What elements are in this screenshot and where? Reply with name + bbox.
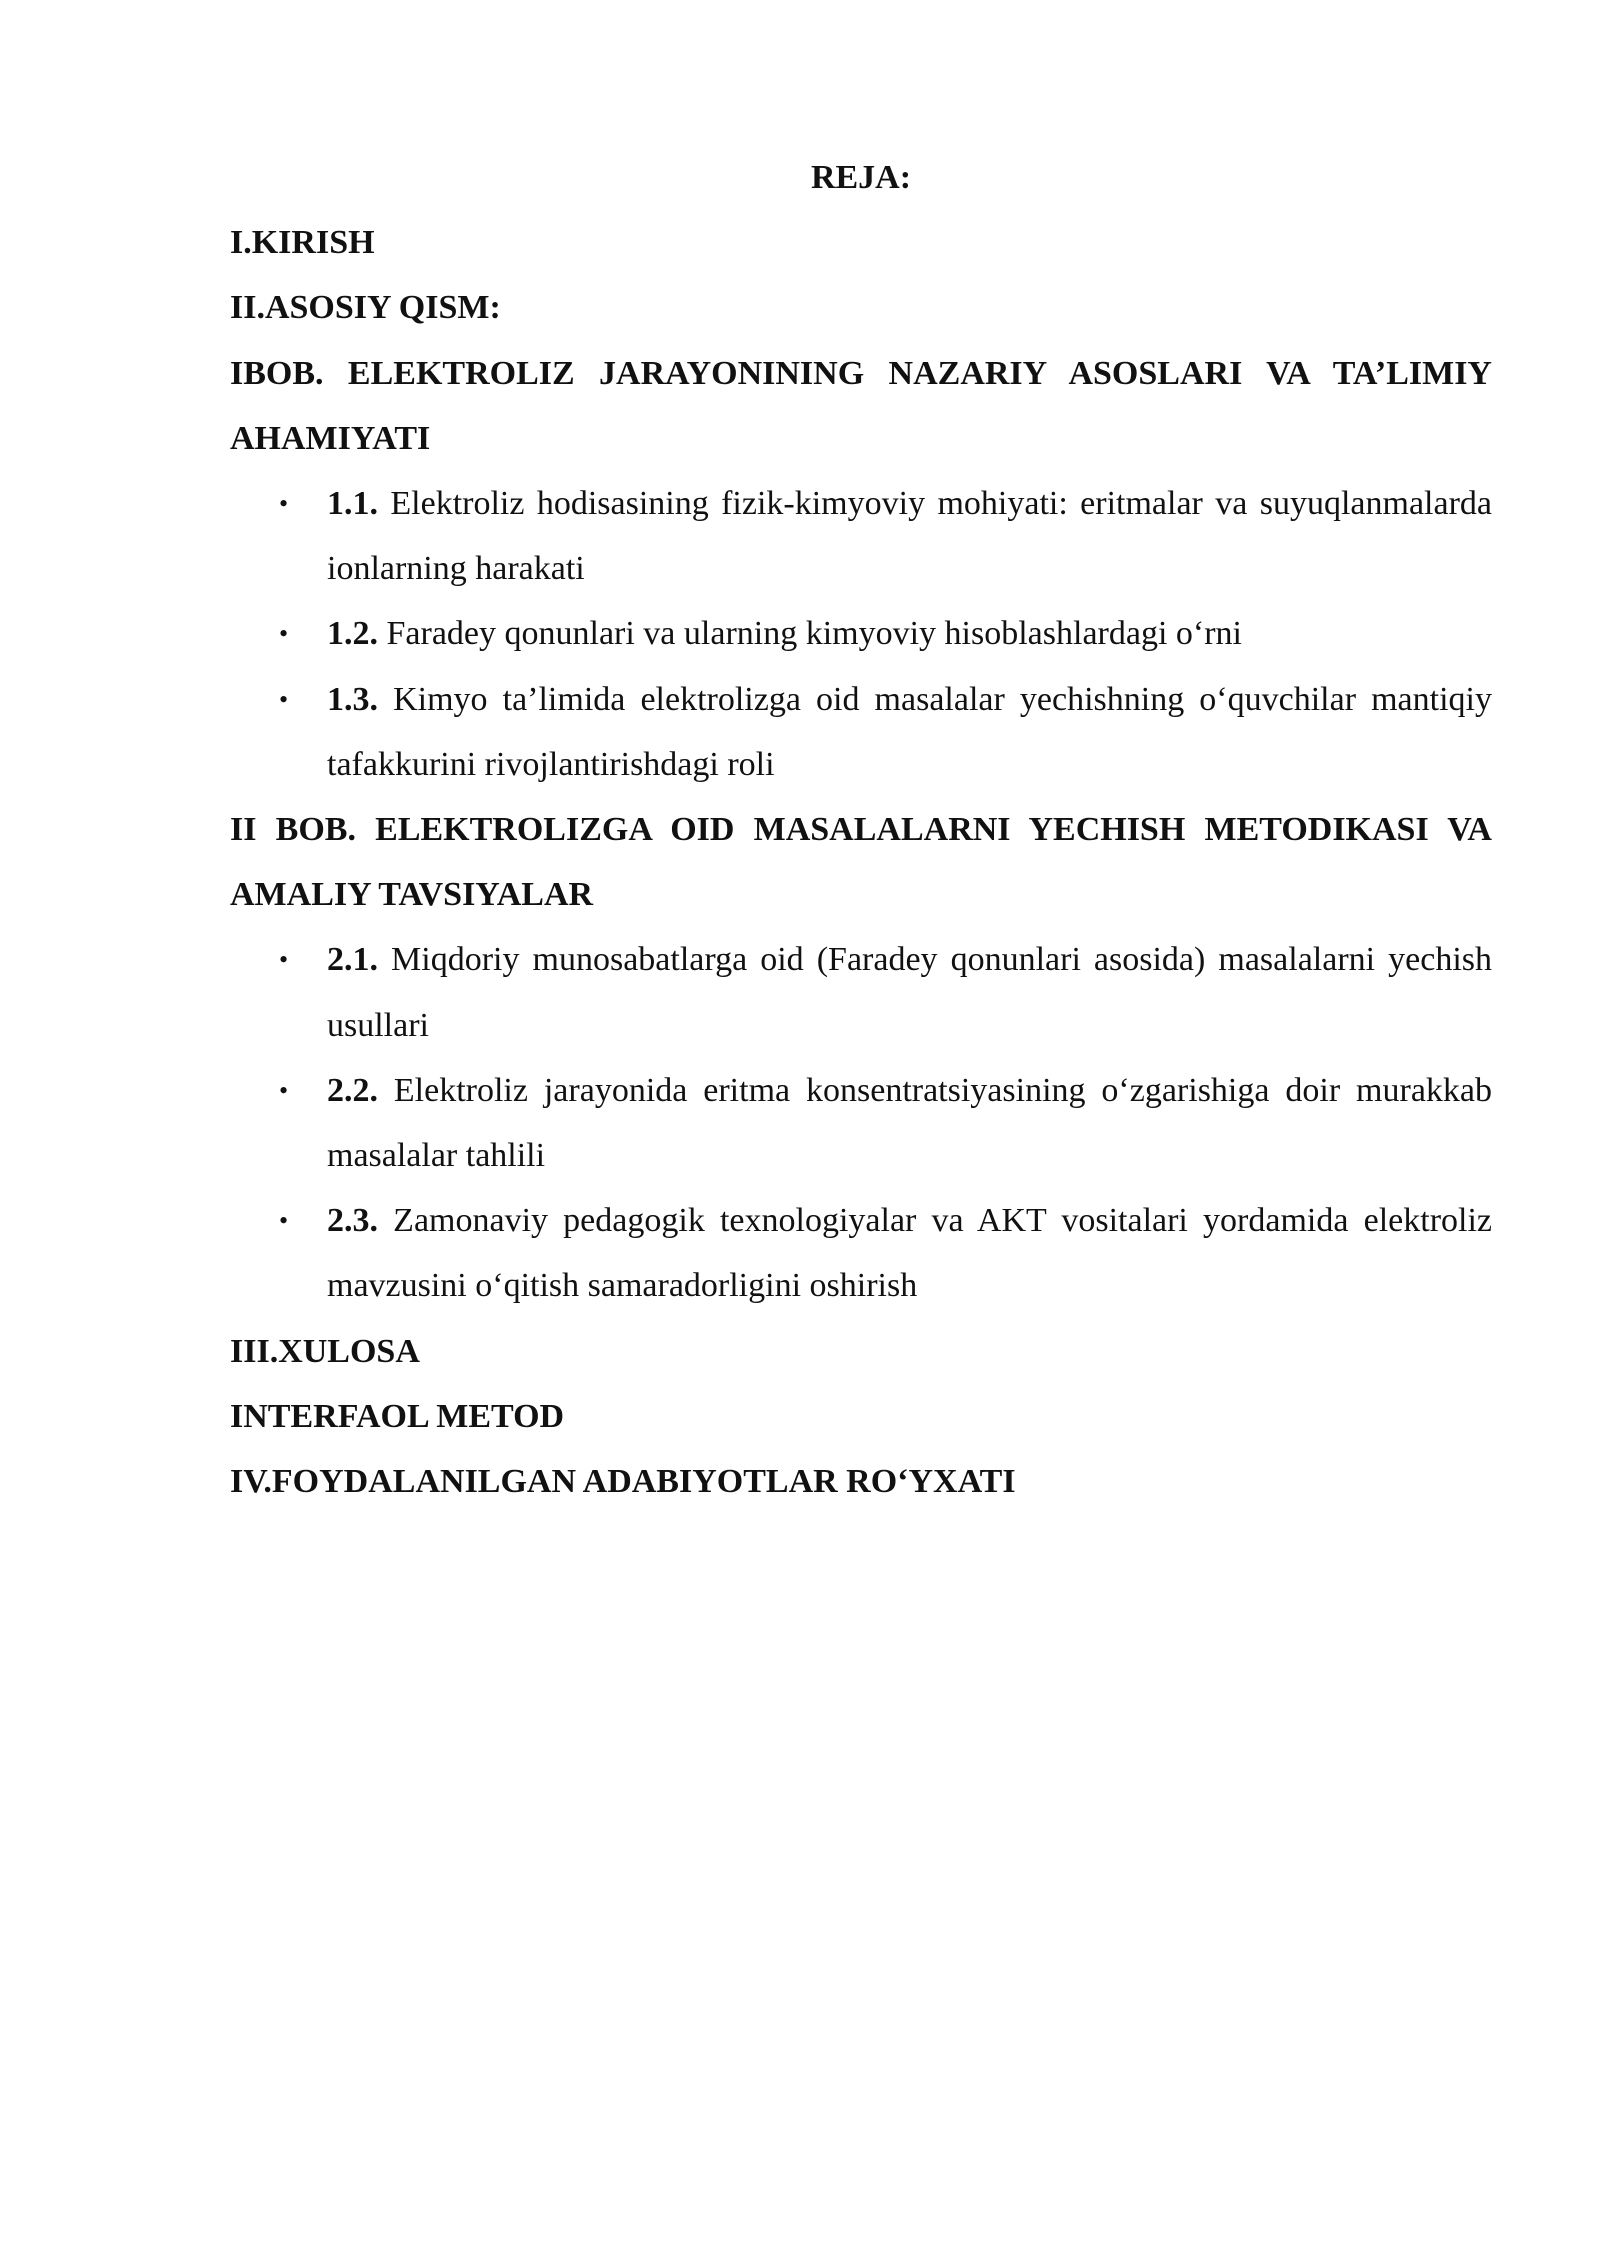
bullet-icon: • (279, 684, 289, 714)
subsection-text: Miqdoriy munosabatlarga oid (Faradey qonunlari asosida) masalalarni yechish usullari (327, 941, 1492, 1044)
subsection-1-1 (230, 471, 1492, 601)
subsection-2-2 (230, 1058, 1492, 1188)
subsection-1-2 (230, 601, 1492, 666)
section-asosiy-qism: II.ASOSIY QISM: (230, 289, 501, 327)
subsection-text: Zamonaviy pedagogik texnologiyalar va AKT vositalari yordamida elektroliz mavzusini o‘qitish samaradorligini oshirish (327, 1202, 1492, 1305)
subsection-number: 2.2. (327, 1071, 378, 1109)
bullet-icon: • (279, 1206, 289, 1236)
subsection-2-1 (230, 927, 1492, 1057)
section-chapter-2: II BOB. ELEKTROLIZGA OID MASALALARNI YECHISH METODIKASI VA AMALIY TAVSIYALAR (230, 811, 1492, 914)
section-interfaol-metod: INTERFAOL METOD (230, 1397, 565, 1435)
subsection-2-3 (230, 1188, 1492, 1318)
bullet-icon: • (279, 945, 289, 975)
document-page (230, 145, 1492, 1514)
subsection-text: Elektroliz hodisasining fizik-kimyoviy mohiyati: eritmalar va suyuqlanmalarda ionlarning harakati (327, 485, 1492, 588)
subsection-text: Faradey qonunlari va ularning kimyoviy hisoblashlardagi o‘rni (378, 615, 1242, 653)
plan-title-text: REJA: (810, 159, 912, 196)
subsection-number: 1.2. (327, 615, 378, 653)
subsection-text: Kimyo ta’limida elektrolizga oid masalalar yechishning o‘quvchilar mantiqiy tafakkurini rivojlantirishdagi roli (327, 680, 1492, 783)
subsection-number: 1.1. (327, 485, 378, 523)
chapter-2-subsections (230, 927, 1492, 1318)
bullet-icon: • (279, 619, 289, 649)
section-kirish: I.KIRISH (230, 224, 375, 262)
section-xulosa: III.XULOSA (230, 1332, 420, 1370)
subsection-1-3 (230, 667, 1492, 797)
subsection-number: 2.1. (327, 941, 378, 979)
section-chapter-1: IBOB. ELEKTROLIZ JARAYONINING NAZARIY ASOSLARI VA TA’LIMIY AHAMIYATI (230, 354, 1492, 457)
plan-title (230, 145, 1492, 210)
subsection-number: 1.3. (327, 680, 378, 718)
chapter-1-subsections (230, 471, 1492, 797)
subsection-number: 2.3. (327, 1202, 378, 1240)
bullet-icon: • (279, 489, 289, 519)
bullet-icon: • (279, 1075, 289, 1105)
section-adabiyotlar: IV.FOYDALANILGAN ADABIYOTLAR RO‘YXATI (230, 1463, 1016, 1501)
subsection-text: Elektroliz jarayonida eritma konsentratsiyasining o‘zgarishiga doir murakkab masalalar tahlili (327, 1071, 1492, 1175)
